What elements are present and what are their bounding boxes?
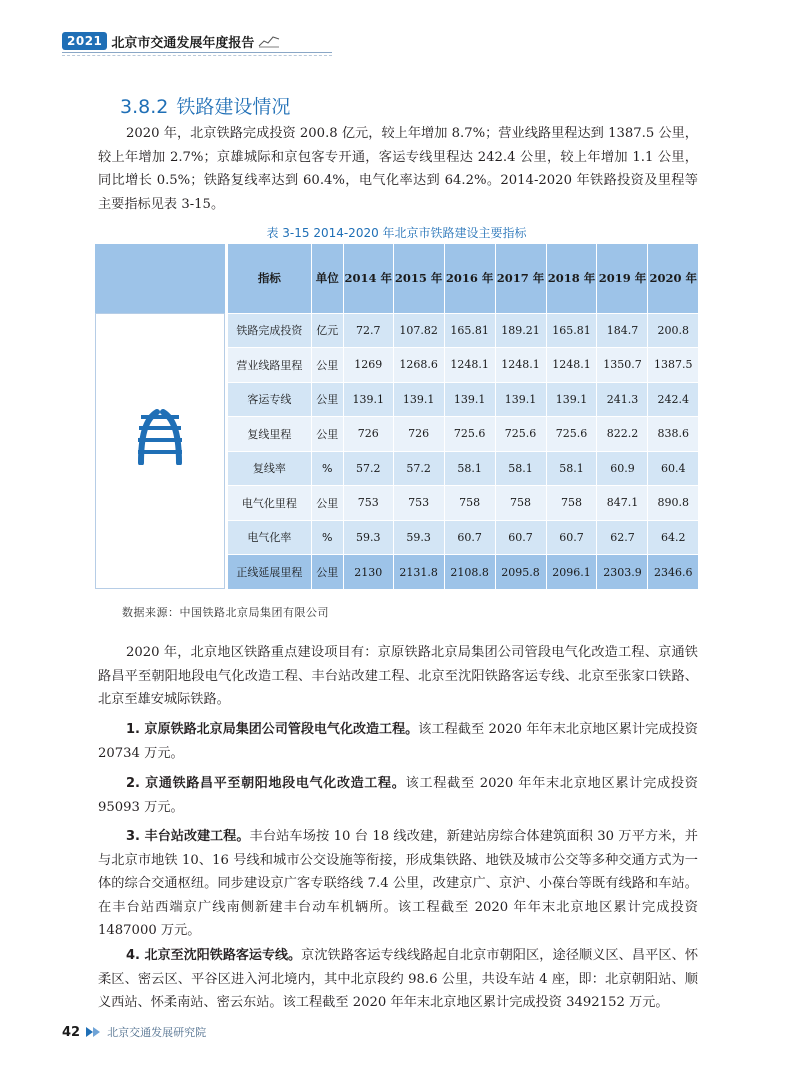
cell: 758 [444, 486, 495, 521]
projects-text: 2020 年，北京地区铁路重点建设项目有：京原铁路北京局集团公司管段电气化改造工程、京通铁路昌平至朝阳地段电气化改造工程、丰台站改建工程、北京至沈阳铁路客运专线、北京至张家口铁路、北京至雄安城际铁路。 [98, 645, 698, 707]
col-header-indicator: 指标 [228, 244, 312, 313]
cell: 822.2 [597, 417, 648, 452]
project-item-1 [98, 718, 698, 765]
project-1-title: 1. 京原铁路北京局集团公司管段电气化改造工程。 [126, 722, 419, 737]
project-4-title: 4. 北京至沈阳铁路客运专线。 [126, 948, 302, 963]
cell: 公里 [311, 382, 343, 417]
col-header-2018: 2018 年 [546, 244, 597, 313]
cell: 60.9 [597, 451, 648, 486]
cell: 139.1 [546, 382, 597, 417]
page-header [62, 30, 280, 52]
cell: 电气化里程 [228, 486, 312, 521]
table-header-row [228, 244, 699, 313]
cell: 亿元 [311, 313, 343, 348]
cell: 139.1 [393, 382, 444, 417]
cell: 758 [495, 486, 546, 521]
cell: 铁路完成投资 [228, 313, 312, 348]
projects-paragraph [98, 641, 698, 712]
project-1-text: 该工程截至 2020 年年末北京地区累计完成投资 20734 万元。 [98, 722, 698, 761]
cell: 139.1 [495, 382, 546, 417]
section-heading: 铁路建设情况 [176, 96, 291, 118]
cell: 2346.6 [648, 555, 698, 590]
cell: 184.7 [597, 313, 648, 348]
table-row [228, 348, 699, 383]
intro-text: 2020 年，北京铁路完成投资 200.8 亿元，较上年增加 8.7%；营业线路里程达到 1387.5 公里，较上年增加 2.7%；京雄城际和京包客专开通，客运专线里程达 242.4 公里，较上年增加 1.1 公里，同比增长 0.5%；铁路复线率达到 60.4%，电气化率达到 64.2%。2014-2020 年铁路投资及里程等主要指标见表 3-15。 [98, 126, 698, 212]
project-2-text: 该工程截至 2020 年年末北京地区累计完成投资 95093 万元。 [98, 776, 698, 815]
cell: 838.6 [648, 417, 698, 452]
cell: 营业线路里程 [228, 348, 312, 383]
cell: 复线率 [228, 451, 312, 486]
intro-paragraph [98, 122, 698, 216]
cell: 58.1 [546, 451, 597, 486]
col-header-2016: 2016 年 [444, 244, 495, 313]
page-number: 42 [62, 1024, 81, 1040]
cell: 公里 [311, 486, 343, 521]
double-arrow-icon [86, 1026, 102, 1038]
cell: 57.2 [343, 451, 393, 486]
railway-indicators-table [95, 244, 698, 589]
data-source-note: 数据来源：中国铁路北京局集团有限公司 [122, 606, 329, 619]
railway-track-icon [127, 409, 193, 465]
project-4-text: 京沈铁路客运专线线路起自北京市朝阳区，途径顺义区、昌平区、怀柔区、密云区、平谷区进入河北境内，其中北京段约 98.6 公里，共设车站 4 座，即：北京朝阳站、顺义西站、怀柔南站、密云东站。该工程截至 2020 年年末北京地区累计完成投资 3492152 万元。 [98, 948, 698, 1010]
cell: 241.3 [597, 382, 648, 417]
cell: 62.7 [597, 520, 648, 555]
project-item-2 [98, 772, 698, 819]
table-row [228, 520, 699, 555]
cell: % [311, 520, 343, 555]
cell: 58.1 [495, 451, 546, 486]
cell: 1248.1 [495, 348, 546, 383]
indicators-data-table [227, 244, 698, 589]
table-row [228, 417, 699, 452]
cell: 1248.1 [546, 348, 597, 383]
cell: 64.2 [648, 520, 698, 555]
col-header-2014: 2014 年 [343, 244, 393, 313]
cell: 725.6 [546, 417, 597, 452]
cell: 2131.8 [393, 555, 444, 590]
cell: 2303.9 [597, 555, 648, 590]
cell: 139.1 [444, 382, 495, 417]
cell: 1350.7 [597, 348, 648, 383]
report-title: 北京市交通发展年度报告 [111, 35, 255, 51]
table-row [228, 382, 699, 417]
cell: 725.6 [495, 417, 546, 452]
cell: 公里 [311, 417, 343, 452]
cell: 正线延展里程 [228, 555, 312, 590]
cell: 1248.1 [444, 348, 495, 383]
cell: 189.21 [495, 313, 546, 348]
col-header-2017: 2017 年 [495, 244, 546, 313]
table-row [228, 451, 699, 486]
cell: 72.7 [343, 313, 393, 348]
header-rule [62, 52, 332, 53]
year-badge: 2021 [62, 32, 107, 50]
cell: 59.3 [393, 520, 444, 555]
cell: 200.8 [648, 313, 698, 348]
cell: 847.1 [597, 486, 648, 521]
cell: 107.82 [393, 313, 444, 348]
cell: 1269 [343, 348, 393, 383]
cell: 753 [393, 486, 444, 521]
page-footer [62, 1024, 206, 1040]
cell: 139.1 [343, 382, 393, 417]
table-caption: 表 3-15 2014-2020 年北京市铁路建设主要指标 [266, 226, 527, 240]
cell: 2095.8 [495, 555, 546, 590]
table-left-header-panel [95, 244, 225, 313]
cell: 753 [343, 486, 393, 521]
cell: 60.7 [495, 520, 546, 555]
cell: 2108.8 [444, 555, 495, 590]
header-rule-dashed [62, 55, 332, 56]
cell: 60.7 [546, 520, 597, 555]
cell: 公里 [311, 348, 343, 383]
cell: 60.4 [648, 451, 698, 486]
project-3-title: 3. 丰台站改建工程。 [126, 829, 250, 844]
col-header-2019: 2019 年 [597, 244, 648, 313]
cell: 60.7 [444, 520, 495, 555]
organization-name: 北京交通发展研究院 [107, 1026, 207, 1039]
cell: 2130 [343, 555, 393, 590]
project-3-text: 丰台站车场按 10 台 18 线改建，新建站房综合体建筑面积 30 万平方米，并与北京市地铁 10、16 号线和城市公交设施等衔接，形成集铁路、地铁及城市公交等多种交通方式为一体的综合交通枢纽。同步建设京广客专联络线 7.4 公里，改建京广、京沪、小葆台等既有线路和车站。在丰台站西端京广线南侧新建丰台动车机辆所。该工程截至 2020 年年末北京地区累计完成投资 1487000 万元。 [98, 829, 698, 938]
project-item-4 [98, 944, 698, 1015]
cell: 复线里程 [228, 417, 312, 452]
cell: 165.81 [444, 313, 495, 348]
cell: 1268.6 [393, 348, 444, 383]
cell: 1387.5 [648, 348, 698, 383]
cell: 57.2 [393, 451, 444, 486]
table-row [228, 313, 699, 348]
col-header-2015: 2015 年 [393, 244, 444, 313]
section-title [120, 92, 290, 119]
col-header-unit: 单位 [311, 244, 343, 313]
cell: 58.1 [444, 451, 495, 486]
cell: 2096.1 [546, 555, 597, 590]
table-row [228, 555, 699, 590]
table-row [228, 486, 699, 521]
line-chart-icon [258, 34, 280, 48]
cell: 726 [343, 417, 393, 452]
cell: 725.6 [444, 417, 495, 452]
cell: 242.4 [648, 382, 698, 417]
cell: % [311, 451, 343, 486]
section-number: 3.8.2 [120, 96, 169, 118]
cell: 公里 [311, 555, 343, 590]
cell: 客运专线 [228, 382, 312, 417]
cell: 电气化率 [228, 520, 312, 555]
cell: 165.81 [546, 313, 597, 348]
cell: 890.8 [648, 486, 698, 521]
project-2-title: 2. 京通铁路昌平至朝阳地段电气化改造工程。 [126, 776, 406, 791]
col-header-2020: 2020 年 [648, 244, 698, 313]
cell: 726 [393, 417, 444, 452]
cell: 758 [546, 486, 597, 521]
cell: 59.3 [343, 520, 393, 555]
project-item-3 [98, 825, 698, 943]
